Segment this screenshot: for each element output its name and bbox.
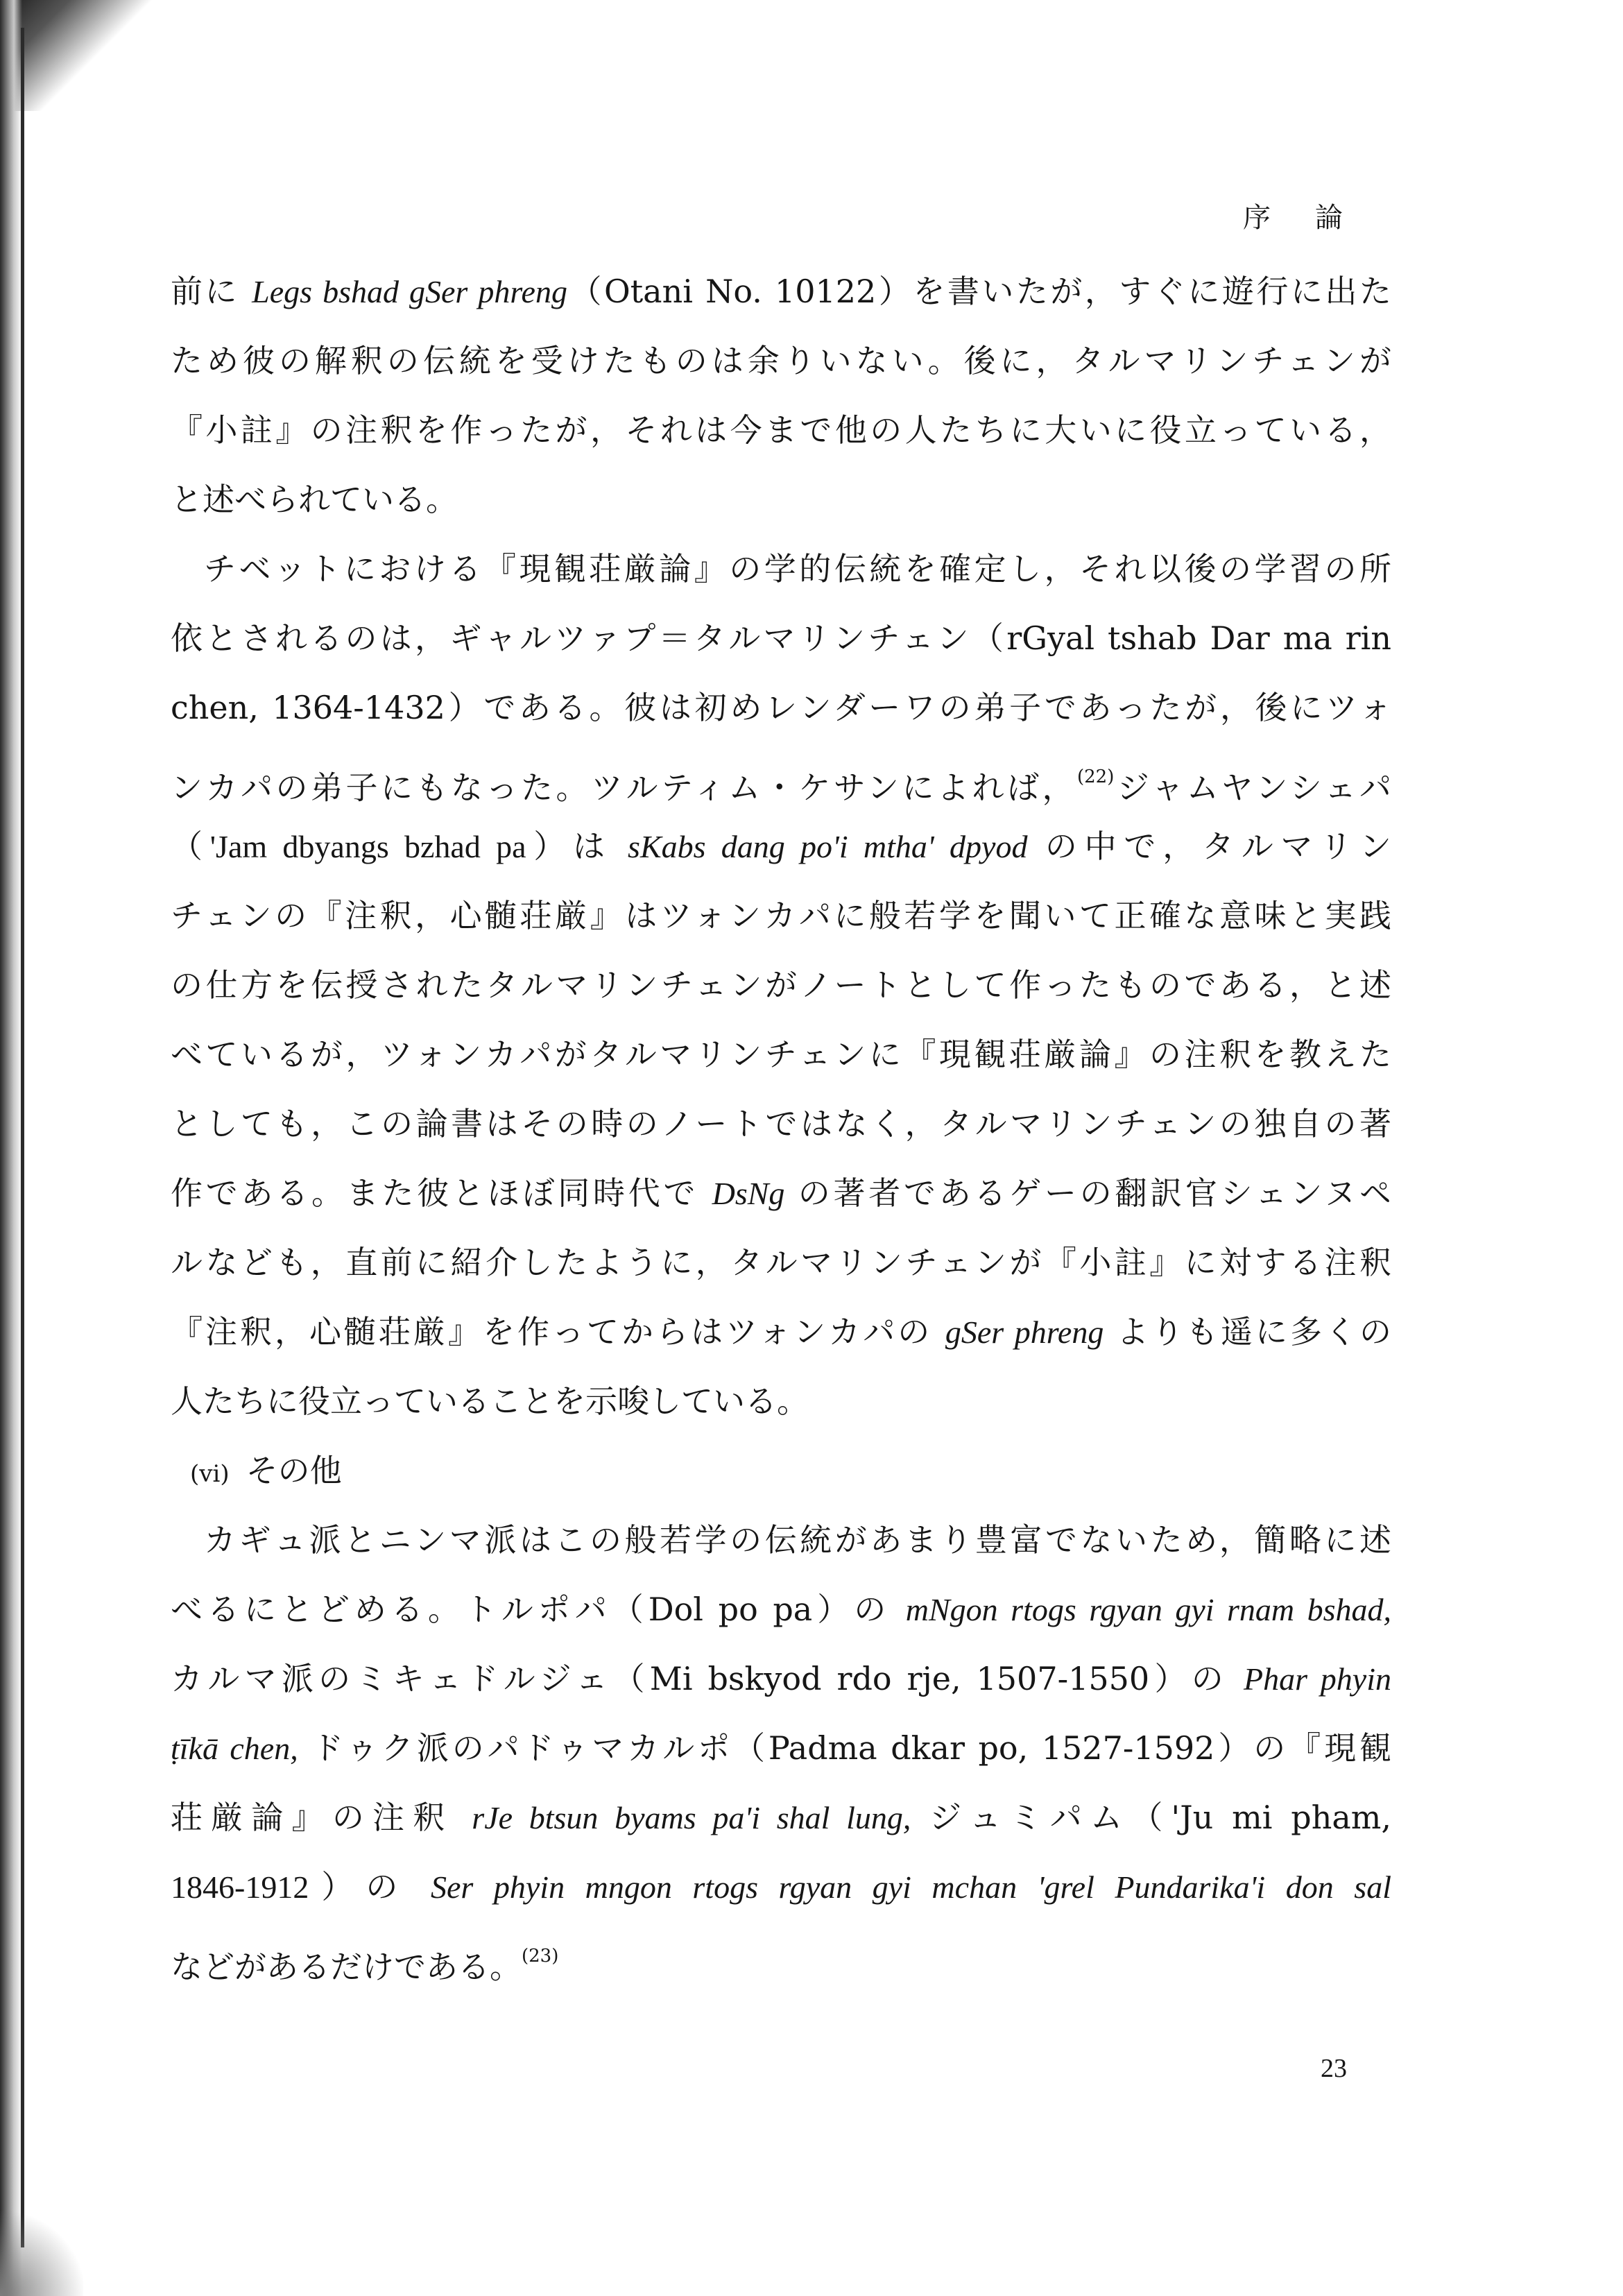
- text-line: チェンの『注釈，心髄荘厳』はツォンカパに般若学を聞いて正確な意味と実践: [171, 897, 1391, 934]
- text-line: 作である。また彼とほぼ同時代で DsNg の著者であるゲーの翻訳官シェンヌペ: [171, 1174, 1391, 1212]
- text-line: チベットにおける『現観荘厳論』の学的伝統を確定し，それ以後の学習の所: [204, 550, 1391, 588]
- paragraph-2: [171, 534, 1391, 1436]
- book-spine-edge: [21, 28, 24, 2247]
- text-line: としても，この論書はその時のノートではなく，タルマリンチェンの独自の著: [171, 1105, 1391, 1142]
- paragraph-1: [171, 257, 1391, 534]
- text-line: ṭīkā chen, ドゥク派のパドゥマカルポ（Padma dkar po, 1527-1592）の『現観: [171, 1729, 1392, 1767]
- text-line: 前に Legs bshad gSer phreng（Otani No. 10122）を書いたが，すぐに遊行に出た: [171, 273, 1392, 310]
- text-line: ンカパの弟子にもなった。ツルティム・ケサンによれば，$^{(22)}$ジャムヤンシェパ: [171, 766, 1391, 807]
- text-line: べているが，ツォンカパがタルマリンチェンに『現観荘厳論』の注釈を教えた: [171, 1036, 1391, 1073]
- text-line: などがあるだけである。$^{(23)}$: [171, 1946, 559, 1986]
- text-line: の仕方を伝授されたタルマリンチェンがノートとして作ったものである，と述: [171, 966, 1391, 1004]
- page-number: 23: [1321, 2054, 1347, 2083]
- scan-corner-shadow: [0, 2206, 83, 2296]
- running-head: 序論: [1243, 202, 1387, 234]
- footnote-ref-23[interactable]: (23): [522, 1946, 559, 1967]
- text-line: カギュ派とニンマ派はこの般若学の伝統があまり豊富でないため，簡略に述: [204, 1521, 1391, 1559]
- text-line: べるにとどめる。トルポパ（Dol po pa）の mNgon rtogs rgyan gyi rnam bshad,: [171, 1591, 1391, 1628]
- text-line: 人たちに役立っていることを示唆している。: [171, 1382, 809, 1420]
- text-line: 『小註』の注釈を作ったが，それは今まで他の人たちに大いに役立っている，: [171, 411, 1391, 449]
- footnote-ref-22[interactable]: (22): [1076, 766, 1115, 787]
- text-line: 1846-1912）の Ser phyin mngon rtogs rgyan gyi mchan 'grel Pundarika'i don sal: [171, 1869, 1391, 1905]
- text-line: 『注釈，心髄荘厳』を作ってからはツォンカパの gSer phreng よりも遥に多くの: [171, 1313, 1391, 1351]
- scan-shadow: [0, 0, 166, 111]
- paragraph-3: [171, 1505, 1391, 1991]
- text-line: chen, 1364-1432）である。彼は初めレンダーワの弟子であったが，後にツォ: [171, 689, 1391, 726]
- section-heading: [171, 1436, 1391, 1505]
- text-line: 依とされるのは，ギャルツァプ＝タルマリンチェン（rGyal tshab Dar ma rin: [171, 619, 1391, 657]
- book-spine-shadow: [0, 0, 22, 2296]
- text-line: ルなども，直前に紹介したように，タルマリンチェンが『小註』に対する注釈: [171, 1244, 1391, 1281]
- text-line: 荘厳論』の注釈 rJe btsun byams pa'i shal lung, ジュミパム（'Ju mi pham,: [171, 1799, 1391, 1836]
- text-line: ため彼の解釈の伝統を受けたものは余りいない。後に，タルマリンチェンが: [171, 342, 1391, 379]
- page-body: [171, 257, 1391, 1991]
- text-line: （'Jam dbyangs bzhad pa）は sKabs dang po'i mtha' dpyod の中で，タルマリン: [171, 828, 1391, 865]
- section-number: (vi): [190, 1460, 230, 1488]
- text-line: と述べられている。: [171, 481, 458, 518]
- section-title: その他: [246, 1452, 342, 1489]
- text-line: カルマ派のミキェドルジェ（Mi bskyod rdo rje, 1507-1550）の Phar phyin: [171, 1660, 1391, 1697]
